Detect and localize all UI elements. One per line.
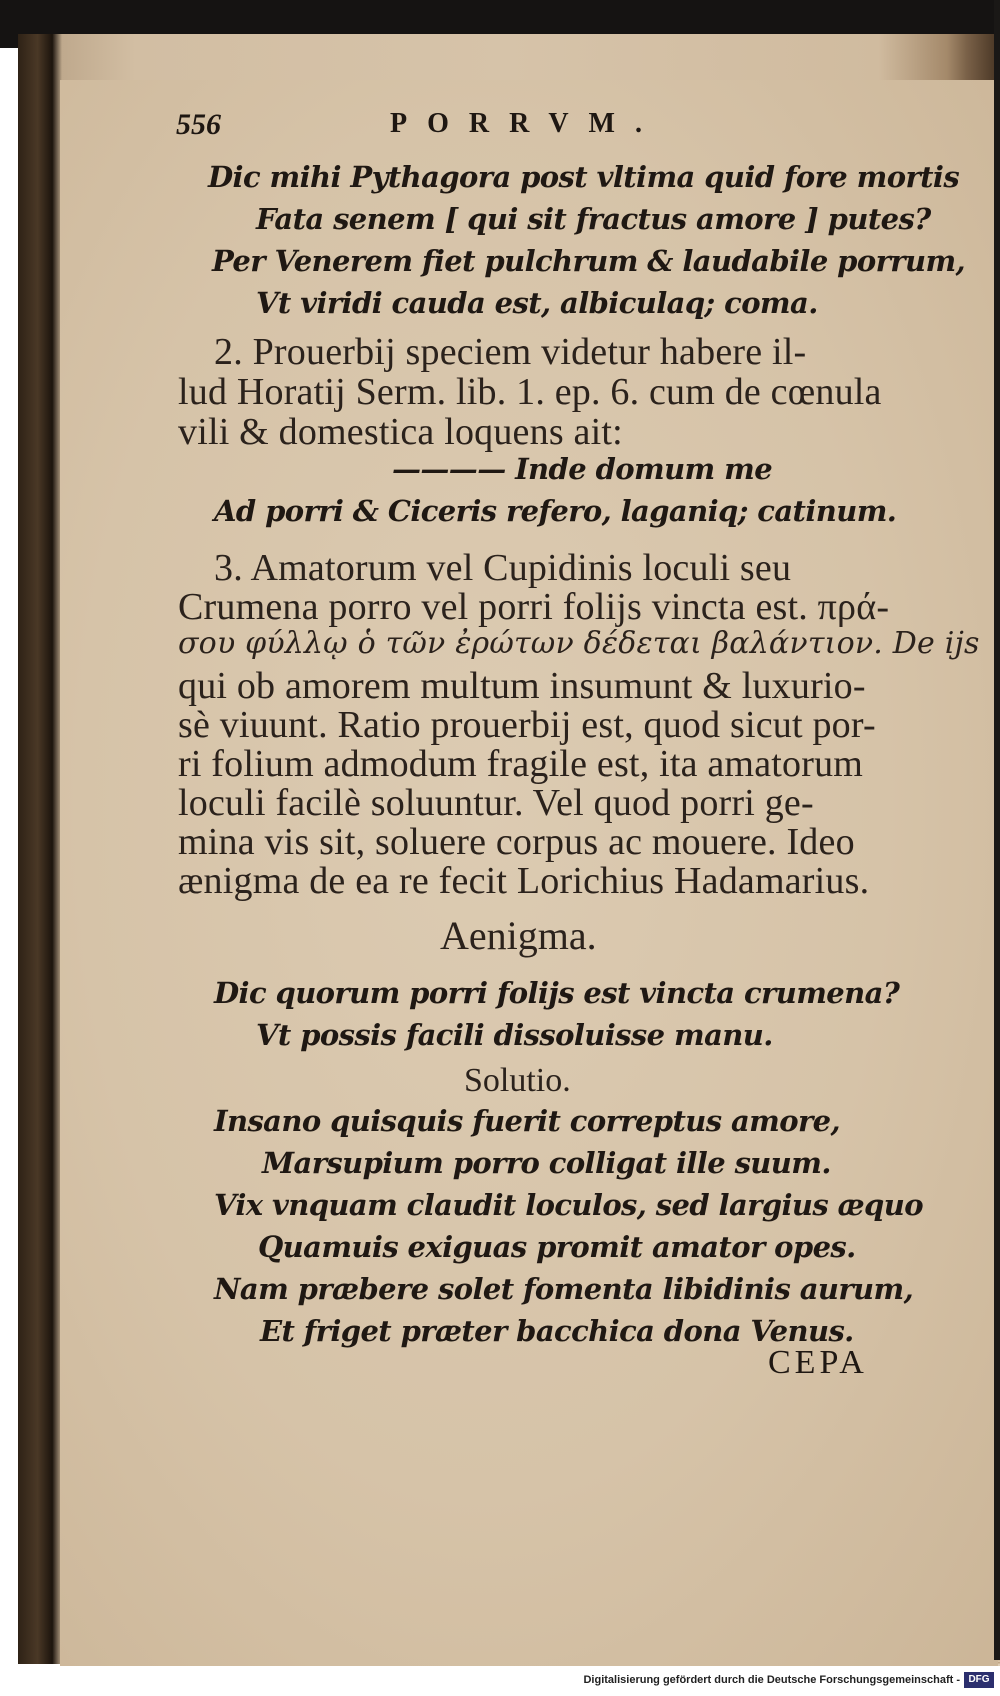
aenigma-line: Vt possis facili dissoluisse manu. [256, 1018, 773, 1052]
para3-line: loculi facilè soluuntur. Vel quod porri ge- [178, 782, 814, 824]
solutio-line: Et friget præter bacchica dona Venus. [260, 1314, 854, 1348]
quote-line: ———— Inde domum me [392, 452, 773, 486]
para3-line: 3. Amatorum vel Cupidinis loculi seu [214, 547, 792, 589]
poem1-line: Per Venerem fiet pulchrum & laudabile porrum, [212, 244, 966, 278]
para3-line-greek: σου φύλλῳ ὁ τῶν ἐρώτων δέδεται βαλάντιον. De ijs [178, 626, 980, 661]
para3-line: sè viuunt. Ratio prouerbij est, quod sicut por- [178, 704, 876, 746]
aenigma-title: Aenigma. [440, 913, 597, 958]
solutio-line: Insano quisquis fuerit correptus amore, [214, 1104, 841, 1138]
para2-line: 2. Prouerbij speciem videtur habere il- [214, 331, 807, 373]
poem1-line: Fata senem [ qui sit fractus amore ] putes? [256, 202, 931, 236]
solutio-line: Quamuis exiguas promit amator opes. [258, 1230, 856, 1264]
digitization-footer [0, 1666, 1000, 1696]
solutio-line: Marsupium porro colligat ille suum. [262, 1146, 831, 1180]
poem1-line: Dic mihi Pythagora post vltima quid fore mortis [208, 160, 960, 194]
poem1-line: Vt viridi cauda est, albiculaq; coma. [256, 286, 818, 320]
para3-line: ri folium admodum fragile est, ita amatorum [178, 743, 864, 785]
running-head: PORRVM. [390, 108, 662, 139]
aenigma-line: Dic quorum porri folijs est vincta crumena? [214, 976, 900, 1010]
para3-line: mina vis sit, soluere corpus ac mouere. Ideo [178, 821, 855, 863]
para3-line: Crumena porro vel porri folijs vincta est. πρά- [178, 586, 890, 628]
footer-credit: Digitalisierung gefördert durch die Deutsche Forschungsgemeinschaft - [583, 1674, 960, 1686]
scan-right-border [994, 0, 1000, 1660]
solutio-title: Solutio. [464, 1062, 571, 1099]
para3-line: ænigma de ea re fecit Lorichius Hadamarius. [178, 860, 870, 902]
dfg-logo[interactable]: DFG [964, 1672, 994, 1688]
para2-line: lud Horatij Serm. lib. 1. ep. 6. cum de cœnula [178, 371, 882, 413]
solutio-line: Vix vnquam claudit loculos, sed largius æquo [214, 1188, 923, 1222]
page-number: 556 [176, 108, 221, 141]
para3-line: qui ob amorem multum insumunt & luxurio- [178, 665, 866, 707]
quote-line: Ad porri & Ciceris refero, laganiq; catinum. [214, 494, 897, 528]
catchword: CEPA [768, 1344, 868, 1381]
para2-line: vili & domestica loquens ait: [178, 411, 623, 453]
solutio-line: Nam præbere solet fomenta libidinis aurum, [214, 1272, 914, 1306]
